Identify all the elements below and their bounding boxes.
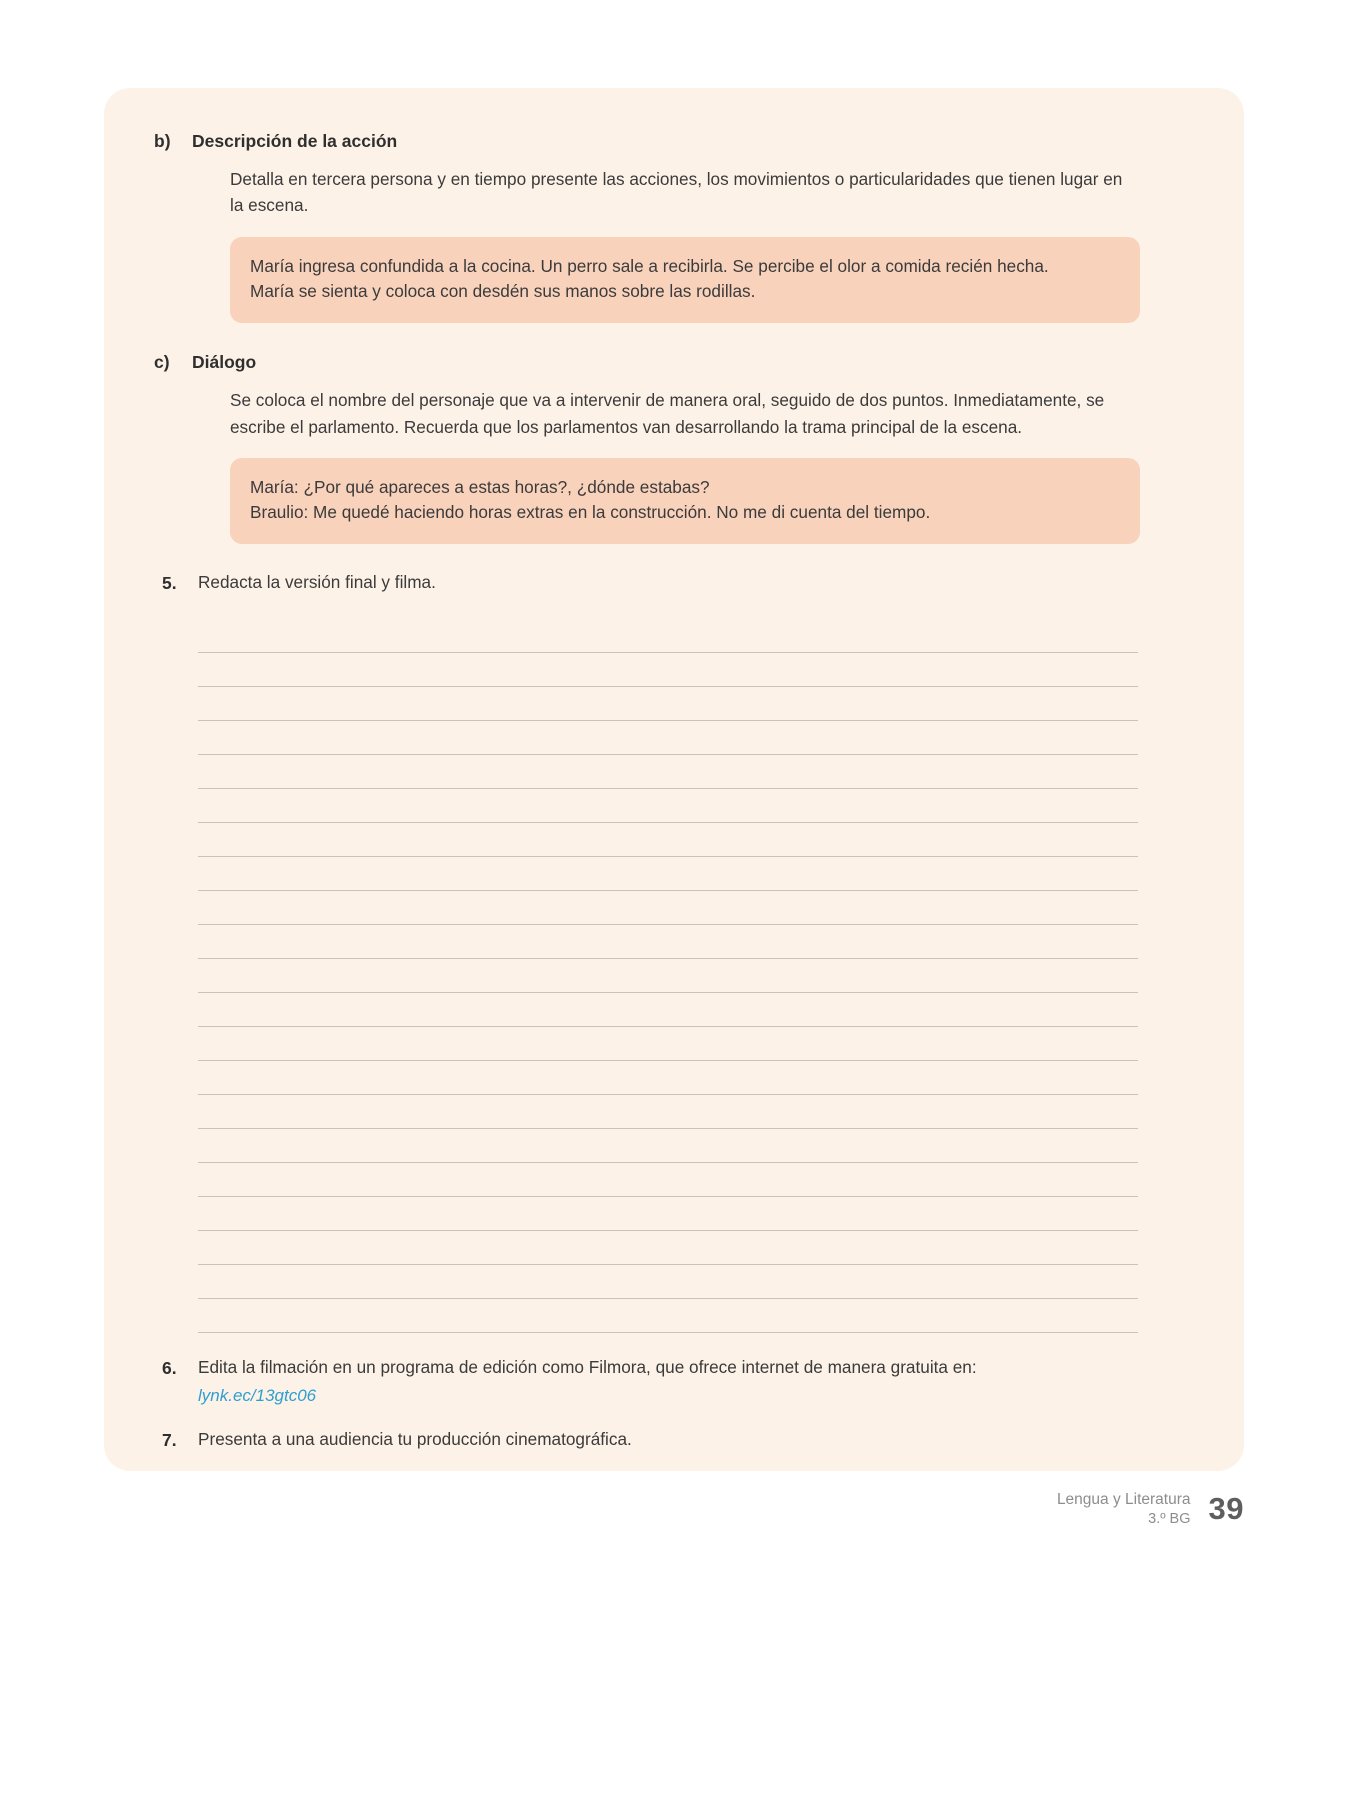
activity-5 bbox=[162, 570, 1194, 596]
page-footer bbox=[0, 1490, 1350, 1528]
answer-line[interactable] bbox=[198, 959, 1138, 993]
example-line: María ingresa confundida a la cocina. Un perro sale a recibirla. Se percibe el olor a comida recién hecha. bbox=[250, 255, 1049, 276]
example-line: Braulio: Me quedé haciendo horas extras en la construcción. No me di cuenta del tiempo. bbox=[250, 502, 931, 523]
answer-line[interactable] bbox=[198, 1129, 1138, 1163]
section-c-header bbox=[154, 349, 1194, 375]
worksheet-page bbox=[104, 88, 1244, 1471]
footer-subject-block bbox=[1057, 1490, 1191, 1528]
answer-line[interactable] bbox=[198, 1197, 1138, 1231]
section-b-body: Detalla en tercera persona y en tiempo presente las acciones, los movimientos o particularidades que tienen lugar en la escena. bbox=[230, 169, 1123, 216]
section-c-heading: Diálogo bbox=[192, 352, 257, 373]
example-line: María se sienta y coloca con desdén sus manos sobre las rodillas. bbox=[250, 281, 756, 302]
answer-line[interactable] bbox=[198, 687, 1138, 721]
footer-level: 3.º BG bbox=[1148, 1510, 1191, 1527]
answer-line[interactable] bbox=[198, 857, 1138, 891]
answer-line[interactable] bbox=[198, 653, 1138, 687]
answer-line[interactable] bbox=[198, 891, 1138, 925]
answer-line[interactable] bbox=[198, 721, 1138, 755]
answer-line[interactable] bbox=[198, 619, 1138, 653]
activity-5-text: Redacta la versión final y filma. bbox=[198, 572, 436, 593]
section-b-marker: b) bbox=[154, 131, 171, 151]
section-c-body: Se coloca el nombre del personaje que va a intervenir de manera oral, seguido de dos puntos. Inmediatamente, se escribe el parlamento. Recuerda que los parlamentos van desarrollando la trama principal de la escena. bbox=[230, 390, 1105, 437]
answer-line[interactable] bbox=[198, 1027, 1138, 1061]
answer-line[interactable] bbox=[198, 1231, 1138, 1265]
section-c-example bbox=[230, 458, 1140, 545]
answer-line[interactable] bbox=[198, 993, 1138, 1027]
activity-5-number: 5. bbox=[162, 573, 177, 594]
answer-line[interactable] bbox=[198, 1265, 1138, 1299]
answer-line[interactable] bbox=[198, 1163, 1138, 1197]
answer-lines[interactable] bbox=[198, 619, 1138, 1333]
activity-6-text-wrap bbox=[198, 1355, 977, 1410]
activity-7-number: 7. bbox=[162, 1430, 177, 1451]
filmora-link[interactable]: lynk.ec/13gtc06 bbox=[198, 1386, 317, 1406]
answer-line[interactable] bbox=[198, 755, 1138, 789]
example-line: María: ¿Por qué apareces a estas horas?, ¿dónde estabas? bbox=[250, 476, 710, 497]
activity-6 bbox=[162, 1355, 1194, 1410]
answer-line[interactable] bbox=[198, 925, 1138, 959]
activity-7-text: Presenta a una audiencia tu producción cinematográfica. bbox=[198, 1429, 632, 1450]
page-number: 39 bbox=[1208, 1491, 1244, 1527]
answer-line[interactable] bbox=[198, 1095, 1138, 1129]
answer-line[interactable] bbox=[198, 789, 1138, 823]
section-b-header bbox=[154, 128, 1194, 154]
activity-6-number: 6. bbox=[162, 1357, 177, 1378]
answer-line[interactable] bbox=[198, 1061, 1138, 1095]
answer-line[interactable] bbox=[198, 823, 1138, 857]
section-b-example bbox=[230, 237, 1140, 324]
section-c-marker: c) bbox=[154, 352, 170, 373]
footer-subject: Lengua y Literatura bbox=[1056, 1491, 1191, 1508]
answer-line[interactable] bbox=[198, 1299, 1138, 1333]
section-b-heading: Descripción de la acción bbox=[192, 131, 398, 151]
activity-7 bbox=[162, 1427, 1194, 1453]
activity-6-text: Edita la filmación en un programa de edición como Filmora, que ofrece internet de manera gratuita en: bbox=[198, 1356, 977, 1377]
